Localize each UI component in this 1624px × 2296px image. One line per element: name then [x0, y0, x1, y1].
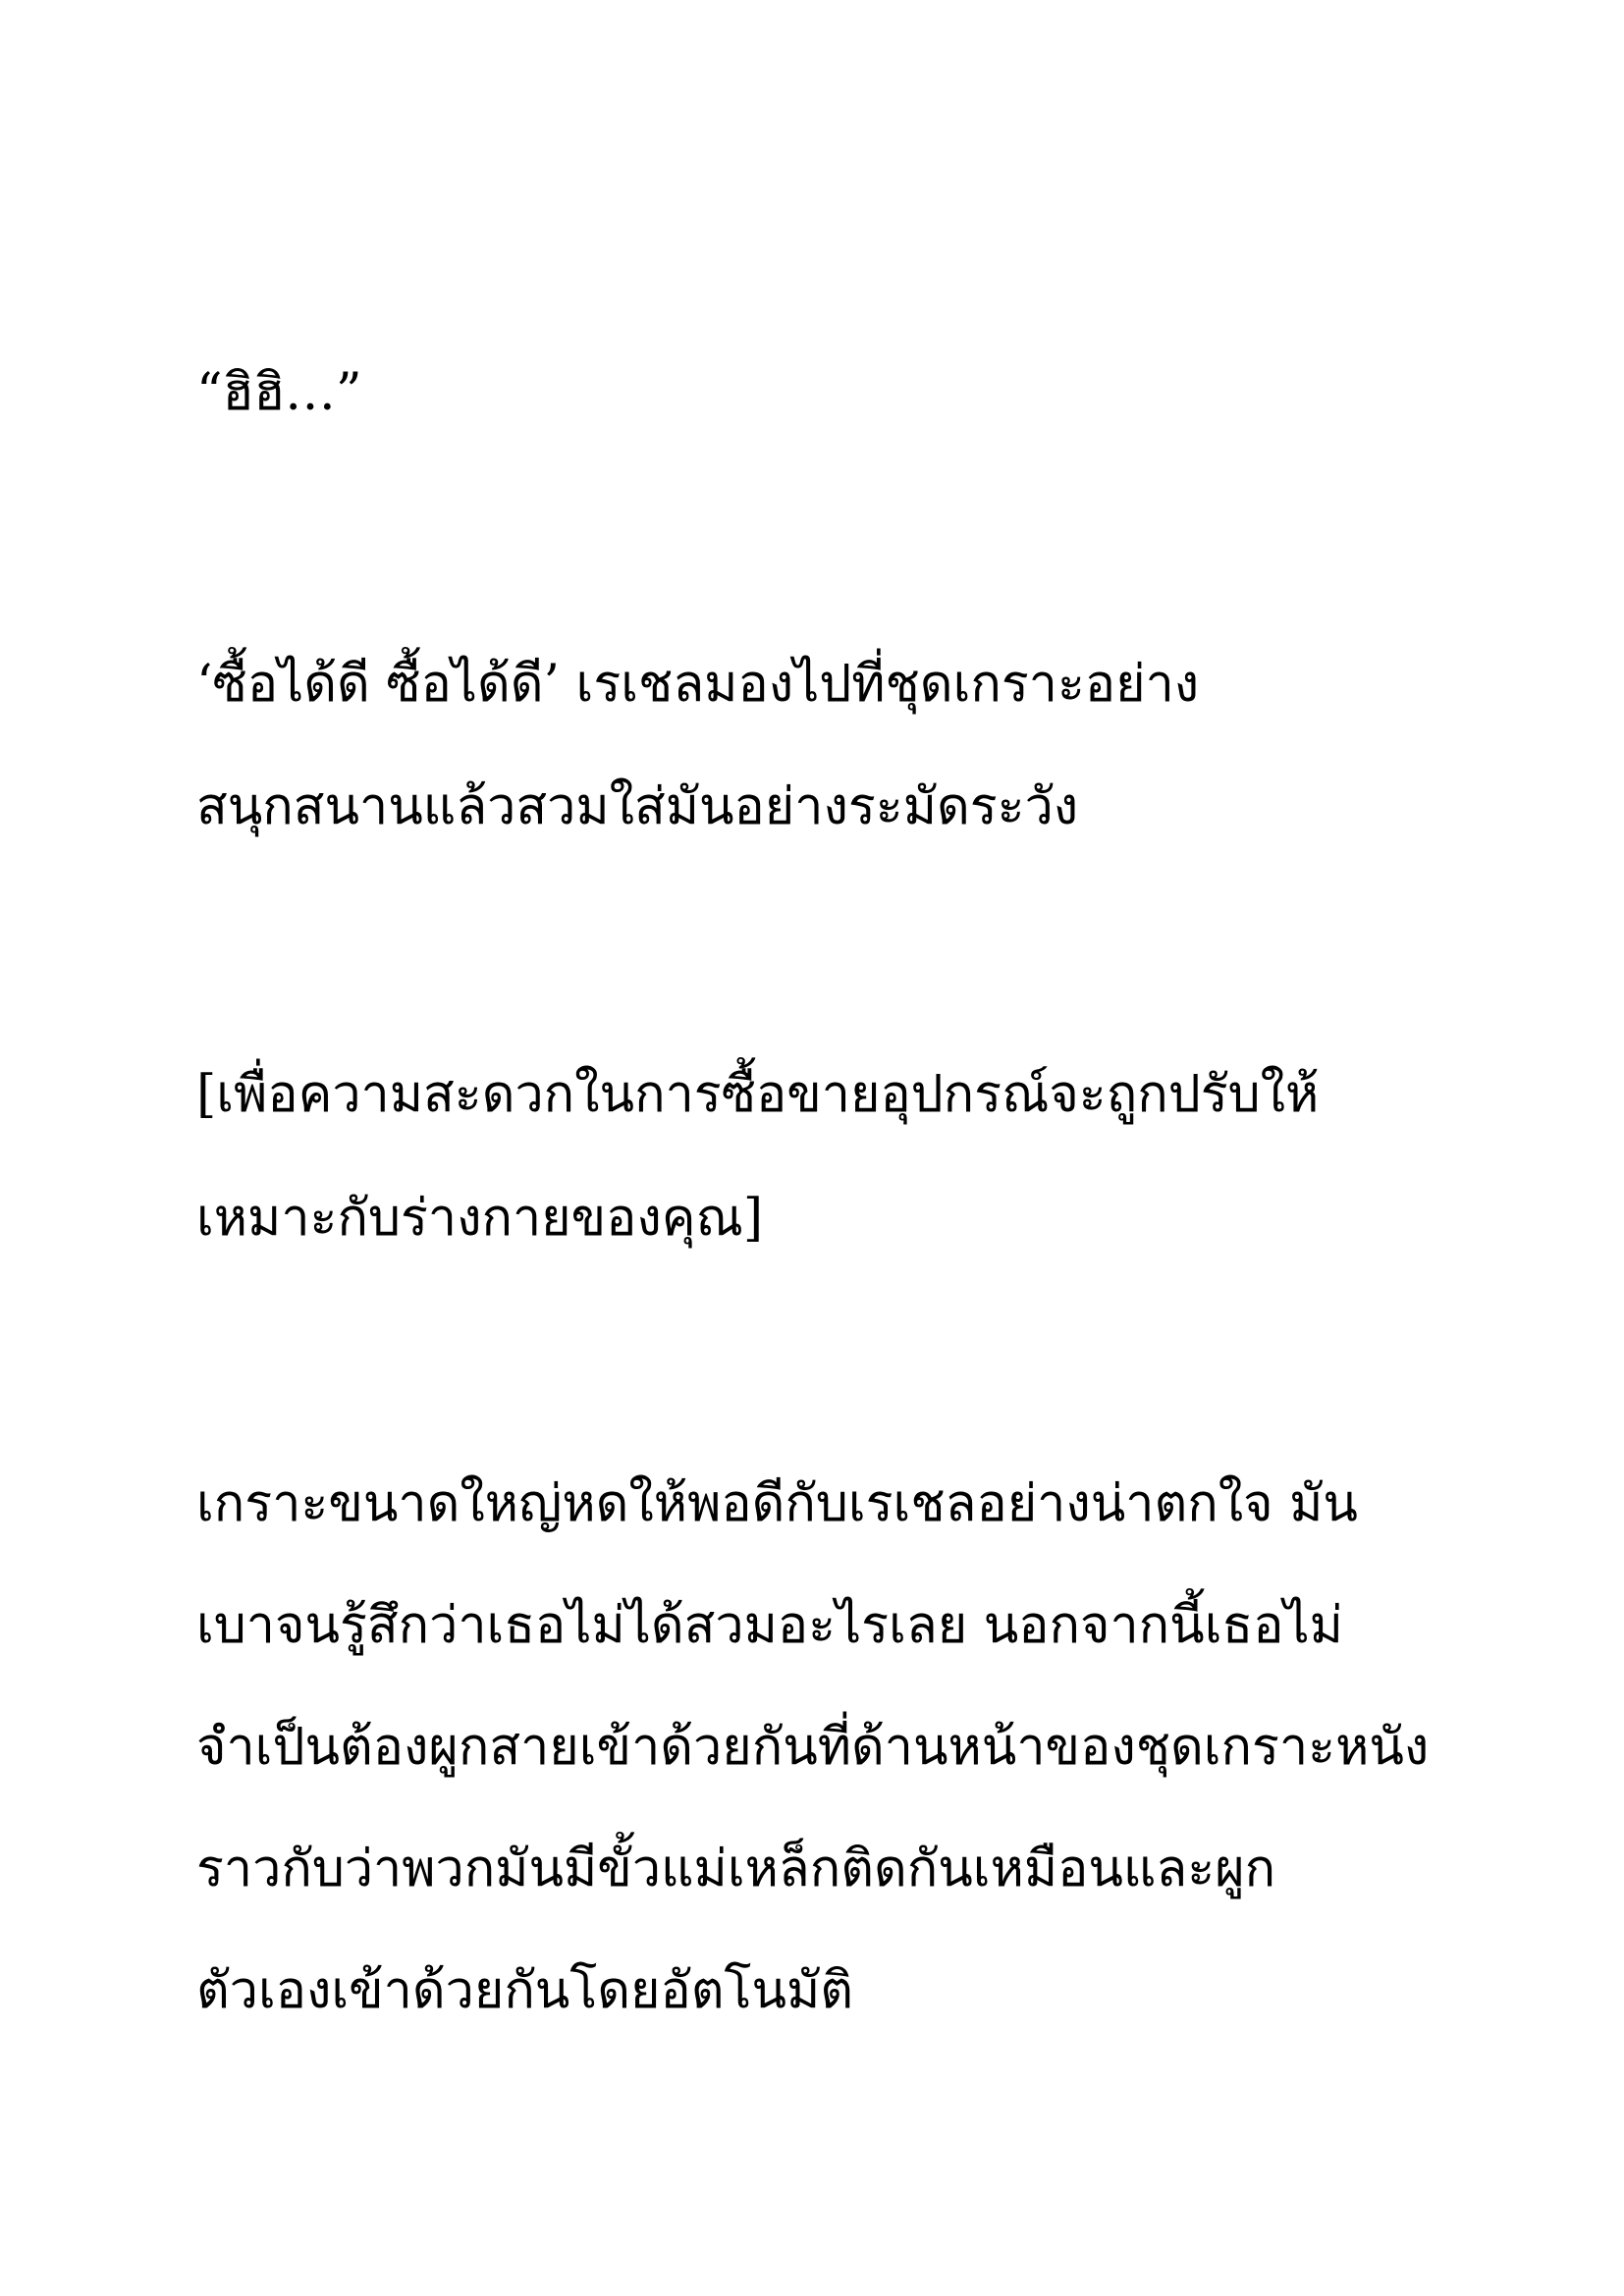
paragraph-line: ราวกับว่าพวกมันมีขั้วแม่เหล็กติดกันเหมือนและผูก [196, 1840, 1276, 1898]
paragraph-line: เบาจนรู้สึกว่าเธอไม่ได้สวมอะไรเลย นอกจากนี้เธอไม่ [196, 1596, 1343, 1655]
paragraph-line: ‘ซื้อได้ดี ซื้อได้ดี’ เรเชลมองไปที่ชุดเกราะอย่าง [196, 655, 1200, 714]
system-message-line: เหมาะกับร่างกายของคุณ] [196, 1189, 764, 1248]
paragraph-line: สนุกสนานแล้วสวมใส่มันอย่างระมัดระวัง [196, 777, 1079, 836]
paragraph-line: เกราะขนาดใหญ่หดให้พอดีกับเรเชลอย่างน่าตกใจ มัน [196, 1474, 1358, 1533]
paragraph-line: จำเป็นต้องผูกสายเข้าด้วยกันที่ด้านหน้าของชุดเกราะหนัง [196, 1718, 1430, 1777]
system-message-line: [เพื่อความสะดวกในการซื้อขายอุปกรณ์จะถูกปรับให้ [196, 1065, 1320, 1124]
dialogue-line: “ฮิฮิ…” [196, 363, 362, 422]
paragraph-line: ตัวเองเข้าด้วยกันโดยอัตโนมัติ [196, 1961, 854, 2020]
